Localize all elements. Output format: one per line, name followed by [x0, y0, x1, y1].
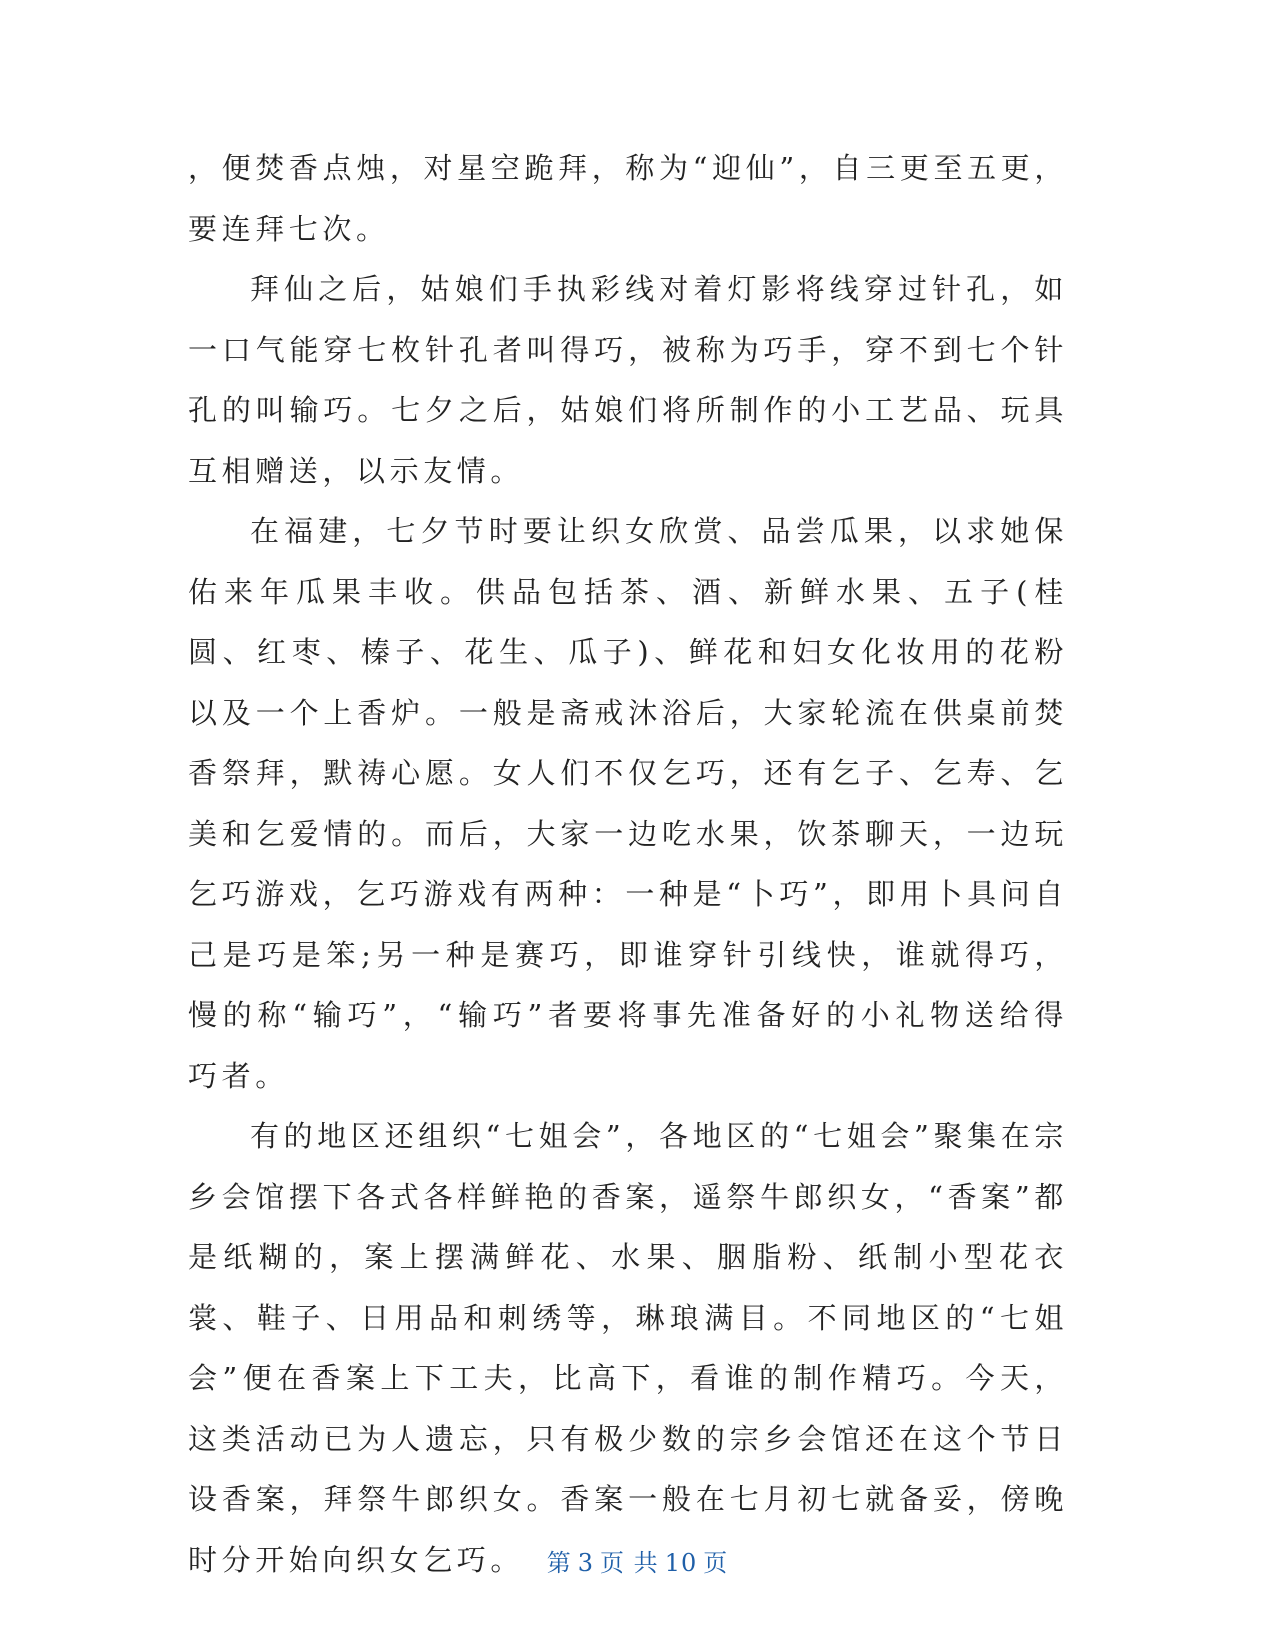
current-page-number: 3	[577, 1549, 595, 1577]
page-footer	[0, 1543, 1275, 1578]
page-body	[188, 138, 1068, 1590]
paragraph-4: 有的地区还组织“七姐会”，各地区的“七姐会”聚集在宗乡会馆摆下各式各样鲜艳的香案，遥祭牛郎织女，“香案”都是纸糊的，案上摆满鲜花、水果、胭脂粉、纸制小型花衣裳、鞋子、日用品和刺绣等，琳琅满目。不同地区的“七姐会”便在香案上下工夫，比高下，看谁的制作精巧。今天，这类活动已为人遗忘，只有极少数的宗乡会馆还在这个节日设香案，拜祭牛郎织女。香案一般在七月初七就备妥，傍晚时分开始向织女乞巧。	[188, 1119, 1068, 1577]
footer-suffix: 页	[703, 1549, 729, 1577]
footer-prefix: 第	[546, 1549, 572, 1577]
footer-middle: 页 共	[600, 1549, 659, 1577]
paragraph-3: 在福建，七夕节时要让织女欣赏、品尝瓜果，以求她保佑来年瓜果丰收。供品包括茶、酒、新鲜水果、五子(桂圆、红枣、榛子、花生、瓜子)、鲜花和妇女化妆用的花粉以及一个上香炉。一般是斋戒沐浴后，大家轮流在供桌前焚香祭拜，默祷心愿。女人们不仅乞巧，还有乞子、乞寿、乞美和乞爱情的。而后，大家一边吃水果，饮茶聊天，一边玩乞巧游戏，乞巧游戏有两种：一种是“卜巧”，即用卜具问自己是巧是笨;另一种是赛巧，即谁穿针引线快，谁就得巧，慢的称“输巧”，“输巧”者要将事先准备好的小礼物送给得巧者。	[188, 514, 1068, 1093]
total-page-count: 10	[664, 1549, 698, 1577]
paragraph-2: 拜仙之后，姑娘们手执彩线对着灯影将线穿过针孔，如一口气能穿七枚针孔者叫得巧，被称为巧手，穿不到七个针孔的叫输巧。七夕之后，姑娘们将所制作的小工艺品、玩具互相赠送，以示友情。	[188, 272, 1068, 488]
paragraph-1: ，便焚香点烛，对星空跪拜，称为“迎仙”，自三更至五更，要连拜七次。	[188, 151, 1068, 246]
